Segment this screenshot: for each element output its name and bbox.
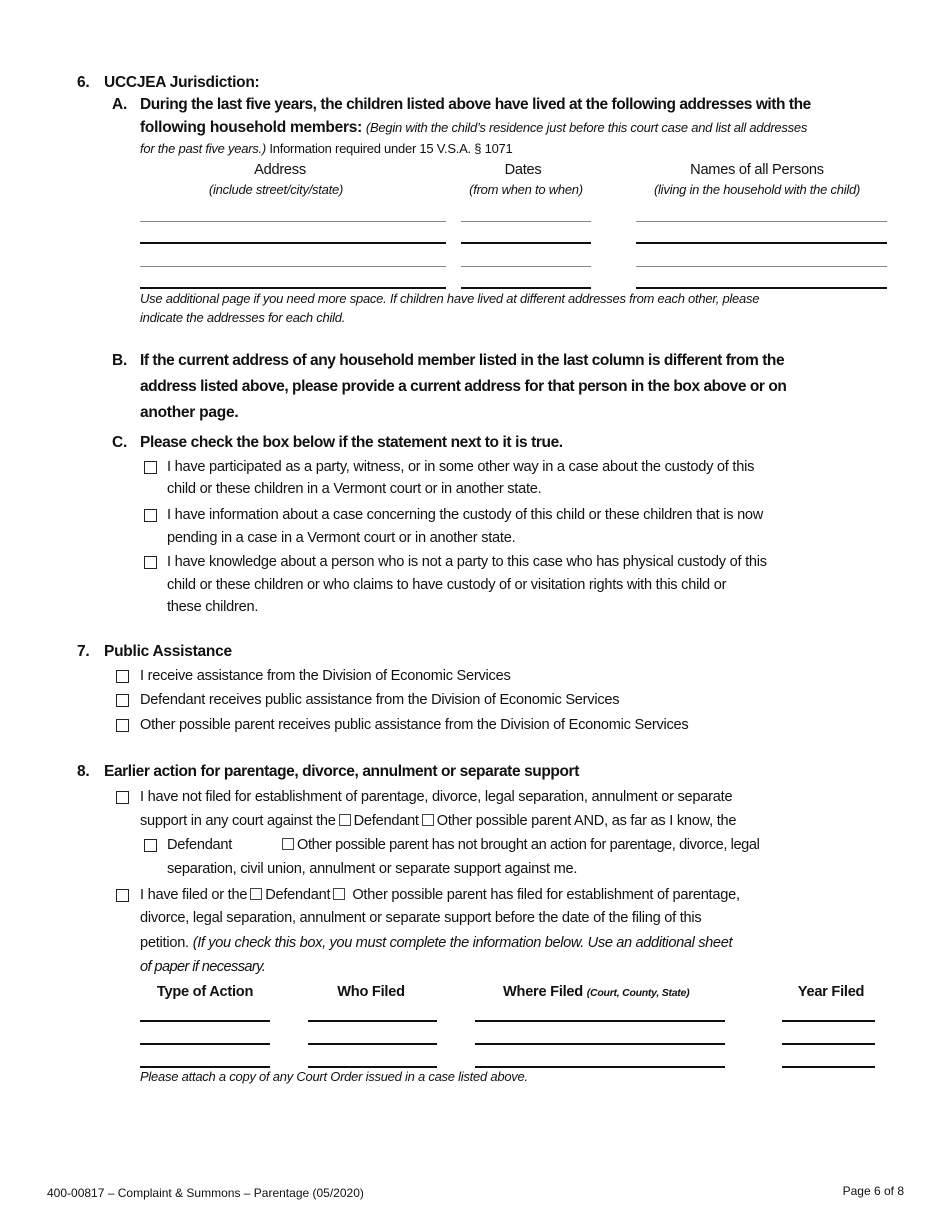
instructions-italic: (Begin with the child’s residence just before this court case and list all addresses (365, 120, 808, 135)
other-parent-label: Other possible parent AND, as far as I know, the (436, 813, 737, 829)
checkbox-other-parent-assistance[interactable] (116, 719, 129, 732)
s8-item2-text: I have filed or the (140, 887, 248, 903)
col-address-title: Address (254, 162, 306, 178)
section-6c-title: Please check the box below if the statement next to it is true. (140, 434, 563, 451)
c-item-3-line1: I have knowledge about a person who is not a party to this case who has physical custody of this (167, 554, 767, 570)
col-dates-sub: (from when to when) (469, 182, 583, 197)
col-address-sub: (include street/city/state) (208, 182, 344, 197)
s8-item1-line1: I have not filed for establishment of parentage, divorce, legal separation, annulment or separate (140, 789, 733, 805)
type-line-2[interactable] (140, 1043, 270, 1045)
where-line-2[interactable] (475, 1043, 725, 1045)
who-line-1[interactable] (308, 1020, 437, 1022)
where-filed-sub: (Court, County, State) (586, 987, 690, 999)
s7-item-3: Other possible parent receives public assistance from the Division of Economic Services (140, 717, 689, 733)
address-line-4[interactable] (140, 287, 446, 289)
address-line-1[interactable] (140, 221, 446, 222)
checkbox-defendant-assistance[interactable] (116, 694, 129, 707)
dates-line-3[interactable] (461, 266, 591, 267)
address-line-3[interactable] (140, 266, 446, 267)
dates-line-4[interactable] (461, 287, 591, 289)
header-where-filed (503, 983, 689, 1002)
footer-form-id: 400-00817 – Complaint & Summons – Parentage (05/2020) (47, 1186, 364, 1200)
year-line-1[interactable] (782, 1020, 875, 1022)
checkbox-defendant-not-brought[interactable] (144, 839, 157, 852)
s8-item2-line3 (140, 934, 732, 952)
section-6c-letter: C. (112, 434, 127, 451)
where-line-1[interactable] (475, 1020, 725, 1022)
checkbox-have-filed[interactable] (116, 889, 129, 902)
names-line-1[interactable] (636, 221, 887, 222)
names-line-4[interactable] (636, 287, 887, 289)
checkbox-not-filed-against-defendant[interactable] (339, 814, 351, 826)
instructions-italic: (If you check this box, you must complete the information below. Use an additional sheet (192, 935, 733, 951)
household-members-label: following household members: (140, 119, 363, 136)
where-filed-label: Where Filed (503, 984, 583, 1000)
c-item-3-line2: child or these children or who claims to have custody of or visitation rights with this child or (167, 577, 727, 593)
petition-text: petition. (140, 935, 189, 951)
section-6-title: UCCJEA Jurisdiction: (104, 74, 260, 91)
section-8-number: 8. (77, 763, 90, 780)
checkbox-i-receive-assistance[interactable] (116, 670, 129, 683)
header-year-filed: Year Filed (797, 984, 865, 1000)
s7-item-1: I receive assistance from the Division of Economic Services (140, 668, 511, 684)
instructions-italic-cont: for the past five years.) (140, 141, 266, 156)
checkbox-not-filed-against-other-parent[interactable] (422, 814, 434, 826)
s8-item2-line2: divorce, legal separation, annulment or separate support before the date of the filing of this (140, 910, 702, 926)
s8-item2-line4: of paper if necessary. (140, 959, 266, 975)
statute-reference: Information required under 15 V.S.A. § 1071 (269, 141, 513, 156)
names-line-2[interactable] (636, 242, 887, 244)
footer-page-number: Page 6 of 8 (842, 1184, 904, 1198)
section-7-title: Public Assistance (104, 643, 232, 660)
c-item-3-line3: these children. (167, 599, 259, 615)
section-6-number: 6. (77, 74, 90, 91)
type-line-1[interactable] (140, 1020, 270, 1022)
s8-item1-defendant: Defendant (167, 837, 233, 853)
section-8-title: Earlier action for parentage, divorce, annulment or separate support (104, 763, 579, 780)
s8-item2-line1 (140, 886, 740, 904)
c-item-2-line2: pending in a case in a Vermont court or in another state. (167, 530, 516, 546)
checkbox-not-filed[interactable] (116, 791, 129, 804)
court-order-note: Please attach a copy of any Court Order issued in a case listed above. (140, 1069, 528, 1084)
s8-item1-line3-text: Other possible parent has not brought an action for parentage, divorce, legal (297, 837, 760, 853)
address-note-2: indicate the addresses for each child. (140, 310, 346, 325)
s7-item-2: Defendant receives public assistance from the Division of Economic Services (140, 692, 620, 708)
names-line-3[interactable] (636, 266, 887, 267)
s8-item1-line3 (282, 836, 759, 854)
year-line-3[interactable] (782, 1066, 875, 1068)
address-note-1: Use additional page if you need more space. If children have lived at different addresses from each other, please (140, 291, 760, 306)
checkbox-filed-defendant[interactable] (250, 888, 262, 900)
address-line-2[interactable] (140, 242, 446, 244)
section-6a-line2 (140, 119, 807, 137)
section-6a-line1: During the last five years, the children listed above have lived at the following addresses with the (140, 96, 811, 113)
section-6a-letter: A. (112, 96, 127, 113)
dates-line-1[interactable] (461, 221, 591, 222)
section-7-number: 7. (77, 643, 90, 660)
who-line-2[interactable] (308, 1043, 437, 1045)
section-6b-line1: If the current address of any household member listed in the last column is different from the (140, 352, 785, 369)
col-dates-title: Dates (504, 162, 542, 178)
dates-line-2[interactable] (461, 242, 591, 244)
c-item-1-line1: I have participated as a party, witness, or in some other way in a case about the custody of this (167, 459, 755, 475)
col-names-sub: (living in the household with the child) (653, 182, 861, 197)
checkbox-filed-other-parent[interactable] (333, 888, 345, 900)
section-6b-line3: another page. (140, 404, 239, 421)
checkbox-non-party-custody[interactable] (144, 556, 157, 569)
section-6b-line2: address listed above, please provide a current address for that person in the box above or on (140, 378, 787, 395)
c-item-1-line2: child or these children in a Vermont court or in another state. (167, 481, 542, 497)
col-names-title: Names of all Persons (690, 162, 824, 178)
section-6a-line3 (140, 140, 513, 158)
checkbox-other-parent-not-brought[interactable] (282, 838, 294, 850)
year-line-2[interactable] (782, 1043, 875, 1045)
s8-item2-line1-rest: Other possible parent has filed for establishment of parentage, (352, 887, 740, 903)
s8-item1-line2 (140, 812, 736, 830)
defendant-label: Defendant (265, 887, 331, 903)
defendant-label: Defendant (353, 813, 419, 829)
s8-item1-line4: separation, civil union, annulment or separate support against me. (167, 861, 578, 877)
s8-item1-text: support in any court against the (140, 813, 336, 829)
checkbox-pending-case[interactable] (144, 509, 157, 522)
c-item-2-line1: I have information about a case concerning the custody of this child or these children that is now (167, 507, 764, 523)
section-6b-letter: B. (112, 352, 127, 369)
checkbox-participated[interactable] (144, 461, 157, 474)
header-who-filed: Who Filed (337, 984, 405, 1000)
header-type-of-action: Type of Action (156, 984, 254, 1000)
